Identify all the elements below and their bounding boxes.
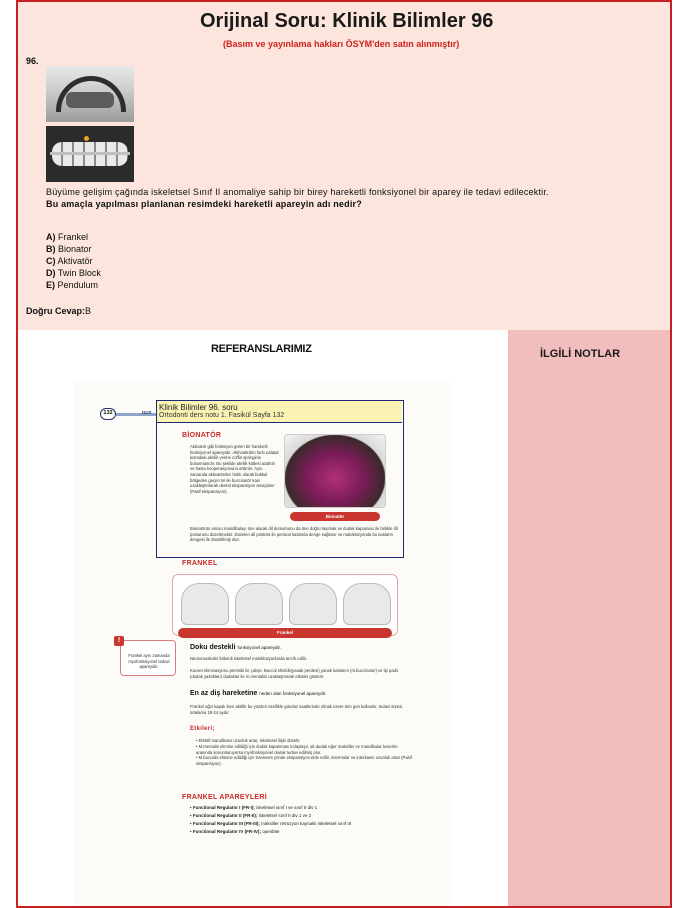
- appliance-photo: [46, 66, 134, 122]
- doku-heading-bold: Doku destekli: [190, 644, 236, 651]
- appliance-desc: maksiller retrüzyon kaynaklı iskeletsel sınıf III: [261, 821, 352, 826]
- appliances-list: [190, 804, 412, 836]
- frankel-caption: Frankel: [178, 628, 392, 638]
- option-b[interactable]: [46, 243, 101, 255]
- appliance-desc: openbite: [262, 829, 280, 834]
- frankel-line-c: Frankel ağız kapalı iken aktiftir bu yüzden özellikle gündüz saatlerinde olmak üzere tüm gün kullanılır, tedavi süresi ortalama 18-24 aydır.: [190, 704, 403, 715]
- option-letter: C): [46, 256, 56, 266]
- reference-book-page: [74, 382, 452, 906]
- doku-heading: [190, 644, 281, 651]
- frankel-heading: FRANKEL: [182, 560, 218, 567]
- dus-tag: DUS: [142, 410, 152, 415]
- question-prompt: Bu amaçla yapılması planlanan resimdeki hareketli apareyin adı nedir?: [46, 199, 362, 209]
- warning-box: [120, 640, 176, 676]
- appliance-name: Functional Regulator III (FR-III);: [192, 821, 260, 826]
- option-text: Twin Block: [57, 268, 101, 278]
- answer-value: B: [85, 306, 92, 316]
- options-list: [46, 231, 101, 291]
- option-text: Pendulum: [57, 280, 99, 290]
- effect-item: • M.buccalis elimine edildiği için transvers yönde ekspansiyon elde edilir, intermolar ve interkanin uzunluk artar (Pasif ekspansiyon).: [196, 755, 412, 767]
- appliances-heading: FRANKEL APAREYLERİ: [182, 794, 267, 801]
- option-text: Frankel: [58, 232, 89, 242]
- frankel-line-a: Neuromusküler kökenli iskeletsel maloklüzyonlarda tercih edilir.: [190, 656, 308, 661]
- references-title: REFERANSLARIMIZ: [211, 343, 312, 355]
- option-text: Bionator: [58, 244, 92, 254]
- effect-text: M.buccalis elimine edildiği için transvers yönde ekspansiyon elde edilir, intermolar ve interkanin uzunluk artar (Pasif ekspansiyon).: [196, 755, 412, 767]
- option-e[interactable]: [46, 279, 101, 291]
- option-a[interactable]: [46, 231, 101, 243]
- bionator-heading: BİONATÖR: [182, 432, 222, 439]
- question-text: Büyüme gelişim çağında iskeletsel Sınıf II anomaliye sahip bir birey hareketli fonksiyonel bir aparey ile tedavi edilecektir.: [46, 187, 549, 197]
- appliance-desc: iskeletsel sınıf I ve sınıf II div 1: [256, 805, 318, 810]
- appliance-name: Functional Regulator I (FR-I);: [192, 805, 255, 810]
- frankel-figure: [172, 574, 398, 636]
- answer-label: Doğru Cevap:: [26, 306, 86, 316]
- page-title: Orijinal Soru: Klinik Bilimler 96: [200, 10, 494, 32]
- doku-heading-suffix: fonksiyonel apareydir.: [237, 645, 281, 650]
- option-d[interactable]: [46, 267, 101, 279]
- frankel-line-b: Kuvvet eliminasyonu prensibi ile çalışır. Buccal shields(yanak perdesi) yanak kaslarını (m.buccinator) ve lip pads (dudak yastıkları) dudaklar ile m.mentalisi uzaklaştırarak etkisini gösterir.: [190, 668, 399, 679]
- marker-dot: [84, 136, 89, 141]
- copyright-subtitle: (Basım ve yayınlama hakları ÖSYM'den satın alınmıştır): [223, 39, 460, 49]
- source-note-header: [157, 401, 402, 423]
- option-letter: E): [46, 280, 55, 290]
- appliance-name: Functional Regulator II (FR-II);: [192, 813, 258, 818]
- frankel-illustration: [181, 583, 229, 625]
- option-c[interactable]: [46, 255, 101, 267]
- notes-panel: [508, 330, 670, 906]
- effect-text: M.mentalis elimine edildiği için dudak kapanması kolaylaşır, alt dudak eğer maksiller ve mandibular keserler arasında konumlanıyorsa myofonksiyonel olarak tedavi edilmiş olur.: [196, 743, 398, 755]
- question-panel: [18, 2, 670, 330]
- appliance-item: • Functional Regulator I (FR-I); iskeletsel sınıf I ve sınıf II div 1: [190, 805, 318, 810]
- bionator-text: Aktivatör gibi fonksiyon gören bir hareketli fonksiyonel apareyidir. Aktivatörden farkı palatal kısmdaki akrilik yerine coffin springinin bulunmasıdır. Bu şekilde akrilik kütlesi azaltılır ve hasta kooperasyonunu arttırılır. Aynı zamanda aktivatörden farklı olarak bukkal bölgeden geçen tel ile buccinatör kası uzaklaştırılarak dental ekspansiyon amaçlanır (Pasif ekspansiyon).: [190, 444, 279, 494]
- source-note-title: Klinik Bilimler 96. soru: [159, 403, 238, 412]
- az-heading-suffix: neden olan fonksiyonel apareydir.: [259, 691, 327, 696]
- bionator-caption: Bionatör: [290, 512, 380, 521]
- effects-list: [196, 738, 412, 767]
- option-letter: A): [46, 232, 56, 242]
- frankel-illustration: [343, 583, 391, 625]
- notes-title: İLGİLİ NOTLAR: [540, 348, 621, 360]
- question-stem: [46, 186, 646, 210]
- appliance-item: • Functional Regulator IV (FR-IV); openbite: [190, 829, 280, 834]
- option-text: Aktivatör: [57, 256, 93, 266]
- appliance-name: Functional Regulator IV (FR-IV);: [192, 829, 261, 834]
- appliance-item: • Functional Regulator III (FR-III); maksiller retrüzyon kaynaklı iskeletsel sınıf III: [190, 821, 352, 826]
- etkiler-heading: Etkileri;: [190, 726, 215, 732]
- page-number-badge: 132: [100, 408, 116, 420]
- bionator-text-2: Bionatörün amacı mandibulayı öne alarak dil dorsumunu da öne doğru taşımak ve dudak kapaması ile birlikte dil posturunu düzeltmektir. Düzelen dil postürü ile perioral kaslarda denge sağlanır ve maloklüzyonda bu kasların dengesi ile düzeltilmiş olur.: [190, 526, 398, 543]
- frankel-illustration: [235, 583, 283, 625]
- page-frame: [16, 0, 672, 908]
- question-number: 96.: [26, 56, 39, 66]
- option-letter: B): [46, 244, 56, 254]
- option-letter: D): [46, 268, 56, 278]
- buccal-wire: [50, 152, 130, 155]
- correct-answer: [26, 306, 91, 316]
- az-heading: [190, 690, 326, 697]
- effect-text: Efektif mandibular uzunluk artar, iskeletsel ilişki düzelir.: [198, 738, 301, 743]
- frankel-illustration: [289, 583, 337, 625]
- appliance-acrylic: [66, 92, 114, 108]
- warning-text: Frankel aynı zamanda myofonksiyonel tedavi apareyidir.: [128, 653, 170, 670]
- az-heading-bold: En az diş hareketine: [190, 690, 258, 697]
- warning-icon: !: [114, 636, 124, 646]
- bionator-photo: [284, 434, 386, 508]
- appliance-item: • Functional Regulator II (FR-II); iskeletsel sınıf II div 1 ve 2: [190, 813, 312, 818]
- intraoral-photo: [46, 126, 134, 182]
- source-note-detail: Ortodonti ders notu 1. Fasikül Sayfa 132: [159, 412, 285, 419]
- effect-item: • M.mentalis elimine edildiği için dudak kapanması kolaylaşır, alt dudak eğer maksiller ve mandibular keserler arasında konumlanıyorsa myofonksiyonel olarak tedavi edilmiş olur.: [196, 743, 398, 755]
- effect-item: • Efektif mandibular uzunluk artar, iskeletsel ilişki düzelir.: [196, 738, 301, 743]
- appliance-desc: iskeletsel sınıf II div 1 ve 2: [258, 813, 312, 818]
